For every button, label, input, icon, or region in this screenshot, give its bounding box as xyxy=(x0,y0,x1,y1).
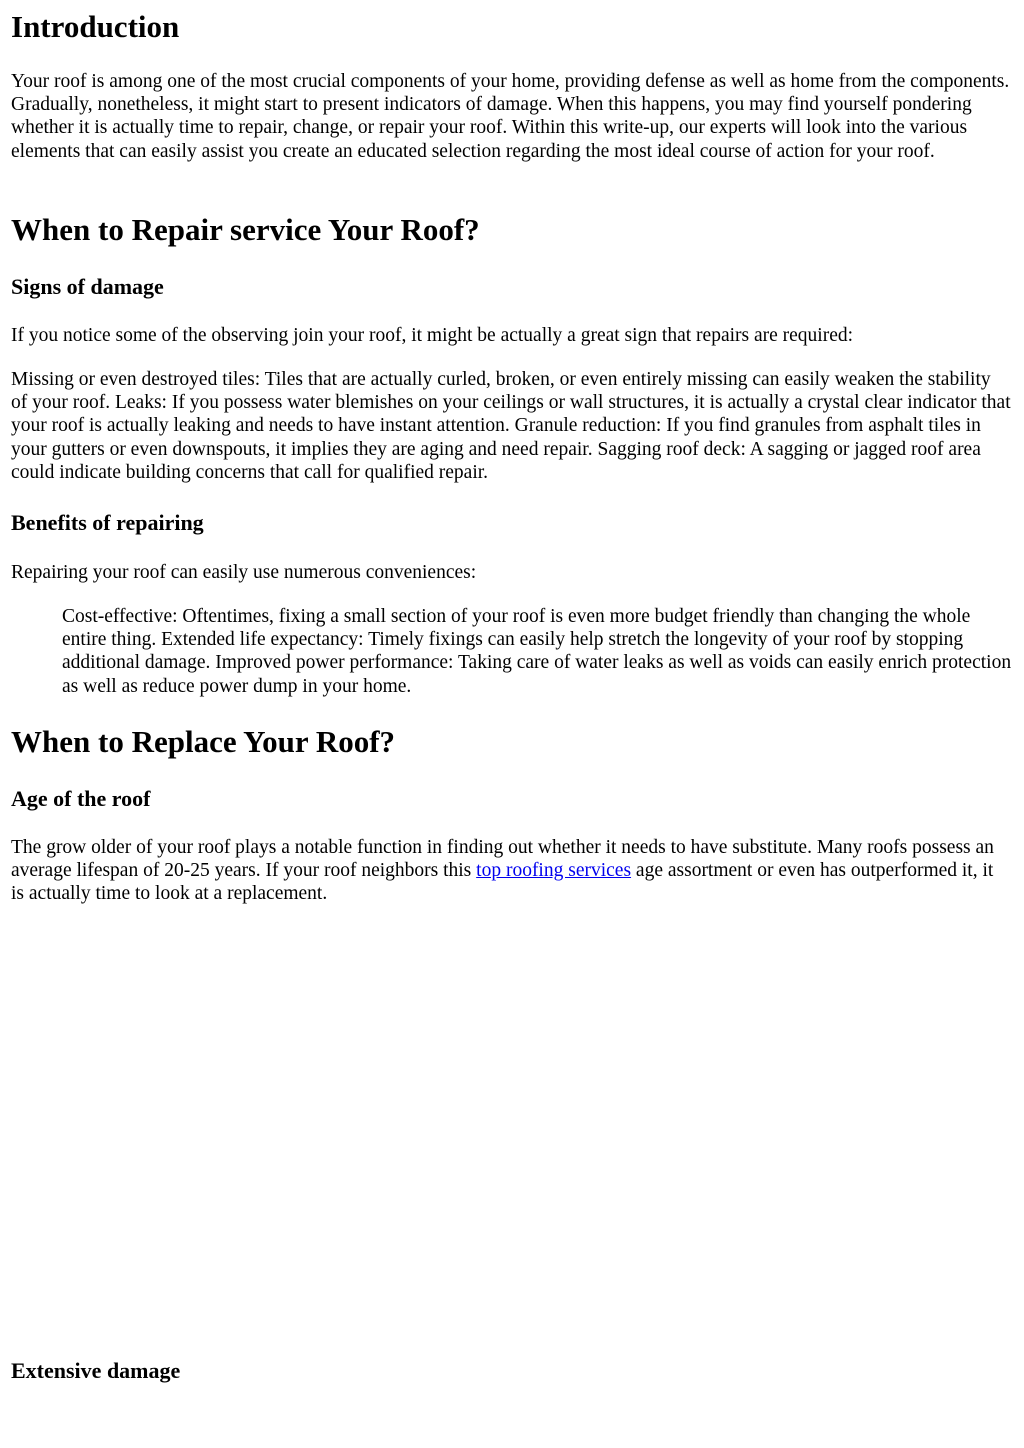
signs-of-damage-heading: Signs of damage xyxy=(11,274,164,299)
benefits-lead-paragraph: Repairing your roof can easily use numerous conveniences: xyxy=(11,562,477,583)
top-roofing-services-link[interactable]: top roofing services xyxy=(476,860,632,882)
age-of-roof-heading: Age of the roof xyxy=(11,786,151,811)
age-text-before-link: The grow older of your roof plays a notable function in finding out whether it needs to have substitute. Many roofs possess an average lifespan of 20-25 years. If your roof neighbors this xyxy=(11,837,994,882)
age-text-after-link: age assortment or even has outperformed it, it is actually time to look at a replacement. xyxy=(11,860,994,905)
repair-section-heading: When to Repair service Your Roof? xyxy=(11,212,480,247)
extensive-damage-heading: Extensive damage xyxy=(11,1358,181,1383)
signs-lead-paragraph: If you notice some of the observing join your roof, it might be actually a great sign that repairs are required: xyxy=(11,325,854,346)
replace-section-heading: When to Replace Your Roof? xyxy=(11,724,396,759)
age-paragraph xyxy=(11,836,1011,906)
intro-heading: Introduction xyxy=(11,9,180,44)
benefits-blockquote xyxy=(62,605,1012,698)
benefits-quote-paragraph: Cost-effective: Oftentimes, fixing a small section of your roof is even more budget friendly than changing the whole entire thing. Extended life expectancy: Timely fixings can easily help stretch the longevity of your roof by stopping additional damage. Improved power performance: Taking care of water leaks as well as voids can easily enrich protection as well as reduce power dump in your home. xyxy=(62,606,1012,697)
signs-body-paragraph: Missing or even destroyed tiles: Tiles that are actually curled, broken, or even entirely missing can easily weaken the stability of your roof. Leaks: If you possess water blemishes on your ceilings or wall structures, it is actually a crystal clear indicator that your roof is actually leaking and needs to have instant attention. Granule reduction: If you find granules from asphalt tiles in your gutters or even downspouts, it implies they are aging and need repair. Sagging roof deck: A sagging or jagged roof area could indicate building concerns that call for qualified repair. xyxy=(11,369,1011,483)
benefits-heading: Benefits of repairing xyxy=(11,510,204,535)
intro-paragraph: Your roof is among one of the most crucial components of your home, providing defense as well as home from the components. Gradually, nonetheless, it might start to present indicators of damage. When this happens, you may find yourself pondering whether it is actually time to repair, change, or repair your roof. Within this write-up, our experts will look into the various elements that can easily assist you create an educated selection regarding the most ideal course of action for your roof. xyxy=(11,71,1010,162)
